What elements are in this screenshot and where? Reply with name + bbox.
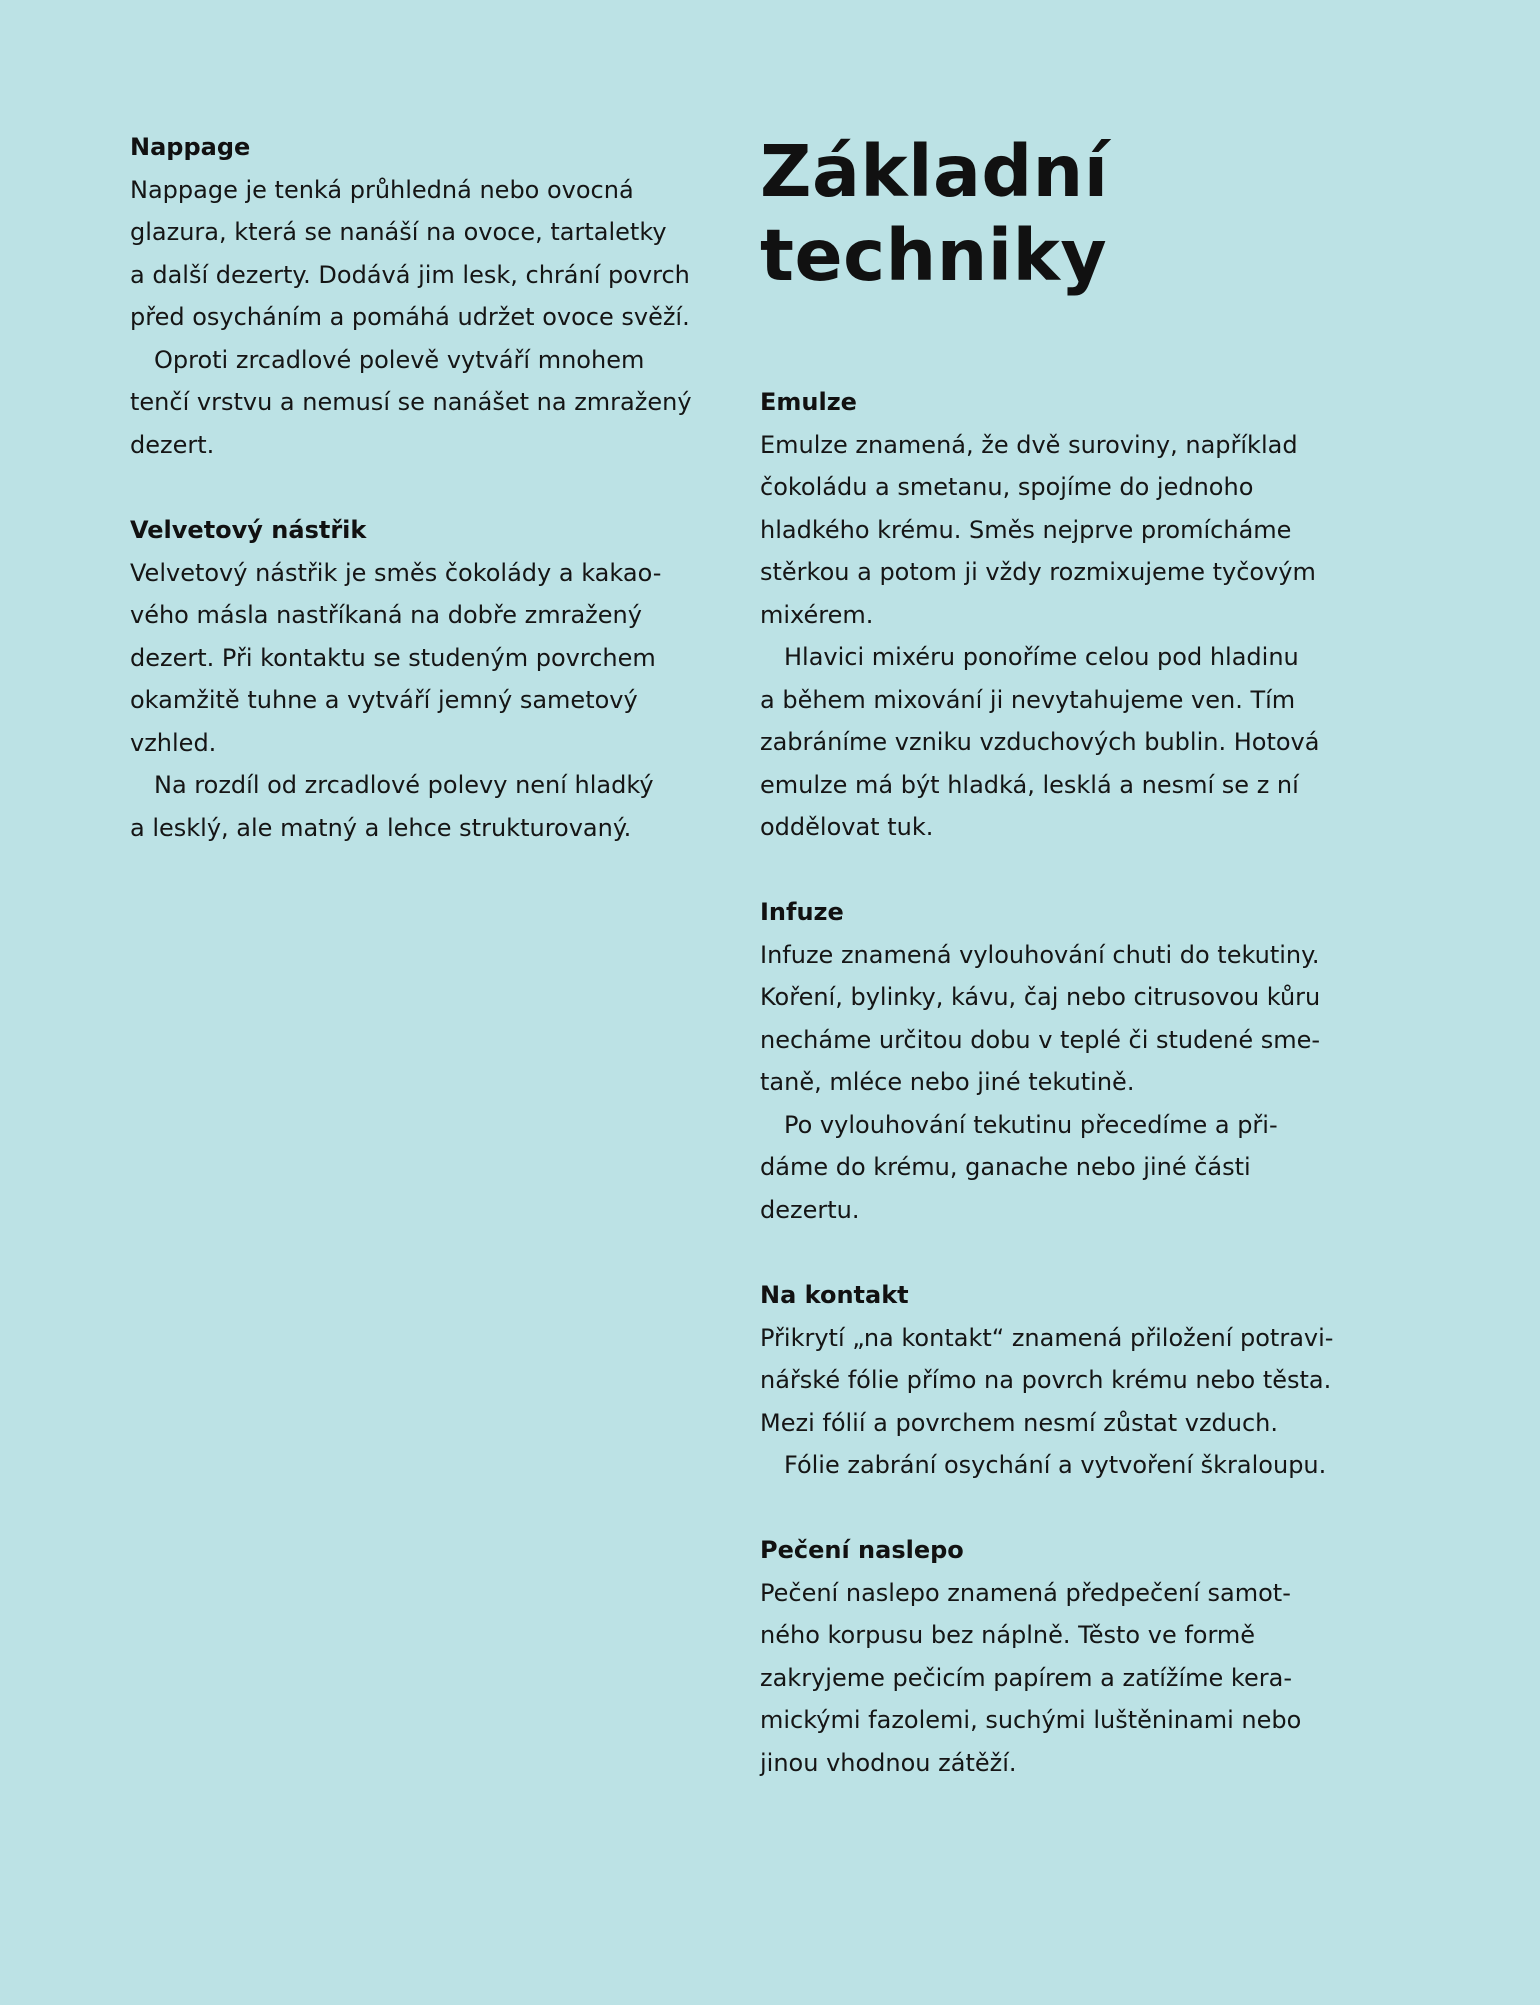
section-na-kontakt (760, 1274, 1360, 1487)
section-heading: Pečení naslepo (760, 1536, 964, 1564)
section-paragraph: Přikrytí „na kontakt“ znamená přiložení potravi- nářské fólie přímo na povrch krému nebo těsta. Mezi fólií a povrchem nesmí zůstat vzduch. (760, 1323, 1334, 1437)
section-paragraph: Oproti zrcadlové polevě vytváří mnohem tenčí vrstvu a nemusí se nanášet na zmražený dezert. (130, 345, 692, 459)
section-paragraph: Infuze znamená vylouhování chuti do tekutiny. Koření, bylinky, kávu, čaj nebo citrusovou kůru necháme určitou dobu v teplé či studené sme- taně, mléce nebo jiné tekutině. (760, 940, 1321, 1096)
section-infuze (760, 891, 1360, 1231)
section-paragraph: Na rozdíl od zrcadlové polevy není hladký a lesklý, ale matný a lehce strukturovaný. (130, 771, 654, 842)
section-heading: Emulze (760, 388, 857, 416)
section-paragraph: Hlavici mixéru ponoříme celou pod hladinu a během mixování ji nevytahujeme ven. Tím zabráníme vzniku vzduchových bublin. Hotová emulze má být hladká, lesklá a nesmí se z ní oddělovat tuk. (760, 643, 1320, 841)
section-paragraph: Emulze znamená, že dvě suroviny, například čokoládu a smetanu, spojíme do jednoho hladkého krému. Směs nejprve promícháme stěrkou a potom ji vždy rozmixujeme tyčovým mixérem. (760, 430, 1316, 629)
section-paragraph: Nappage je tenká průhledná nebo ovocná glazura, která se nanáší na ovoce, tartaletky a další dezerty. Dodává jim lesk, chrání povrch před osycháním a pomáhá udržet ovoce svěží. (130, 175, 690, 331)
section-velvetovy-nastrik (130, 509, 710, 849)
section-paragraph: Pečení naslepo znamená předpečení samot- ného korpusu bez náplně. Těsto ve formě zakryjeme pečicím papírem a zatížíme kera- mickými fazolemi, suchými luštěninami nebo jinou vhodnou zátěží. (760, 1578, 1302, 1777)
section-peceni-naslepo (760, 1529, 1360, 1784)
section-heading: Velvetový nástřik (130, 516, 367, 544)
section-paragraph: Fólie zabrání osychání a vytvoření škraloupu. (784, 1451, 1327, 1479)
section-heading: Infuze (760, 898, 844, 926)
section-paragraph: Po vylouhování tekutinu přecedíme a při- dáme do krému, ganache nebo jiné části dezertu. (760, 1110, 1278, 1224)
section-heading: Nappage (130, 133, 251, 161)
page-title: Základní techniky (760, 130, 1109, 297)
section-nappage (130, 126, 710, 466)
section-paragraph: Velvetový nástřik je směs čokolády a kakao- vého másla nastříkaná na dobře zmražený dezert. Při kontaktu se studeným povrchem okamžitě tuhne a vytváří jemný sametový vzhled. (130, 558, 662, 757)
section-heading: Na kontakt (760, 1281, 909, 1309)
section-emulze (760, 381, 1360, 849)
